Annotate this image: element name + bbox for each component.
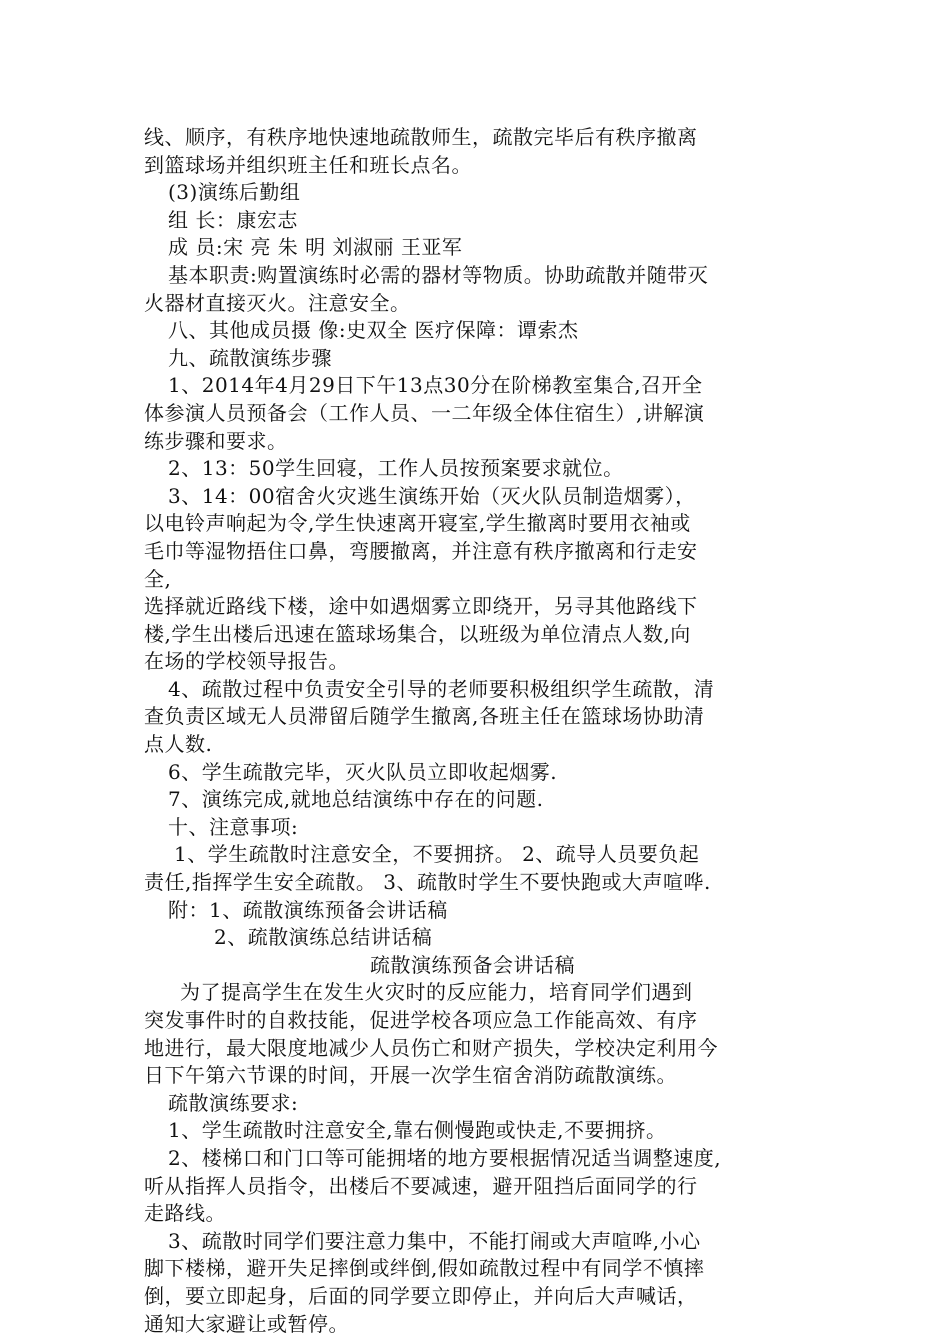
text-line: 脚下楼梯，避开失足摔倒或绊倒,假如疏散过程中有同学不慎摔: [144, 1256, 705, 1281]
section-heading: 九、疏散演练步骤: [168, 345, 332, 370]
text-line: 7、演练完成,就地总结演练中存在的问题.: [168, 787, 544, 812]
text-line: 到篮球场并组织班主任和班长点名。: [144, 152, 472, 177]
text-line: 八、其他成员摄 像:史双全 医疗保障：谭索杰: [168, 318, 579, 343]
text-line: 组 长：康宏志: [168, 207, 298, 232]
section-heading: (3)演练后勤组: [168, 180, 301, 205]
text-line: 2、13：50学生回寝，工作人员按预案要求就位。: [168, 456, 624, 481]
text-line: 线、顺序，有秩序地快速地疏散师生，疏散完毕后有秩序撤离: [144, 125, 698, 149]
text-line: 点人数.: [144, 732, 213, 757]
text-line: 走路线。: [144, 1201, 226, 1226]
text-line: 3、14：00宿舍火灾逃生演练开始（灭火队员制造烟雾），: [168, 483, 696, 508]
text-line: 附：1、疏散演练预备会讲话稿: [168, 897, 448, 922]
text-line: 火器材直接灭火。注意安全。: [144, 290, 411, 315]
text-line: 选择就近路线下楼，途中如遇烟雾立即绕开，另寻其他路线下: [144, 594, 698, 619]
text-line: 日下午第六节课的时间，开展一次学生宿舍消防疏散演练。: [144, 1063, 677, 1088]
text-line: 在场的学校领导报告。: [144, 649, 349, 674]
text-line: 体参演人员预备会（工作人员、一二年级全体住宿生）,讲解演: [144, 400, 705, 425]
text-line: 1、学生疏散时注意安全,靠右侧慢跑或快走,不要拥挤。: [168, 1118, 667, 1143]
text-line: 全,: [144, 566, 172, 591]
document-body: [144, 124, 824, 1338]
text-line: 倒，要立即起身，后面的同学要立即停止，并向后大声喊话，: [144, 1283, 698, 1308]
text-line: 2、楼梯口和门口等可能拥堵的地方要根据情况适当调整速度,: [168, 1145, 722, 1170]
document-title: 疏散演练预备会讲话稿: [370, 952, 575, 977]
text-line: 责任,指挥学生安全疏散。 3、疏散时学生不要快跑或大声喧哗.: [144, 870, 711, 895]
text-line: 地进行，最大限度地减少人员伤亡和财产损失，学校决定利用今: [144, 1035, 718, 1060]
text-line: 2、疏散演练总结讲话稿: [214, 925, 433, 950]
text-line: 楼,学生出楼后迅速在篮球场集合，以班级为单位清点人数,向: [144, 621, 691, 646]
text-line: 1、学生疏散时注意安全，不要拥挤。 2、疏导人员要负起: [174, 842, 700, 867]
section-heading: 十、注意事项:: [168, 814, 299, 839]
text-line: 练步骤和要求。: [144, 428, 288, 453]
text-line: 突发事件时的自救技能，促进学校各项应急工作能高效、有序: [144, 1008, 698, 1032]
text-line: 6、学生疏散完毕，灭火队员立即收起烟雾.: [168, 759, 558, 784]
text-line: 通知大家避让或暂停。: [144, 1311, 349, 1336]
text-line: 4、疏散过程中负责安全引导的老师要积极组织学生疏散，清: [168, 676, 715, 701]
text-line: 成 员:宋 亮 朱 明 刘淑丽 王亚军: [168, 235, 463, 260]
text-line: 以电铃声响起为令,学生快速离开寝室,学生撤离时要用衣袖或: [144, 511, 691, 536]
text-line: 查负责区域无人员滞留后随学生撤离,各班主任在篮球场协助清: [144, 704, 705, 729]
text-line: 1、2014年4月29日下午13点30分在阶梯教室集合,召开全: [168, 373, 703, 398]
text-line: 为了提高学生在发生火灾时的反应能力，培育同学们遇到: [180, 980, 693, 1005]
text-line: 基本职责:购置演练时必需的器材等物质。协助疏散并随带灭: [168, 262, 709, 287]
text-line: 3、疏散时同学们要注意力集中，不能打闹或大声喧哗,小心: [168, 1228, 701, 1253]
section-heading: 疏散演练要求:: [168, 1090, 299, 1115]
text-line: 听从指挥人员指令，出楼后不要减速，避开阻挡后面同学的行: [144, 1173, 698, 1198]
text-line: 毛巾等湿物捂住口鼻，弯腰撤离，并注意有秩序撤离和行走安: [144, 538, 698, 563]
